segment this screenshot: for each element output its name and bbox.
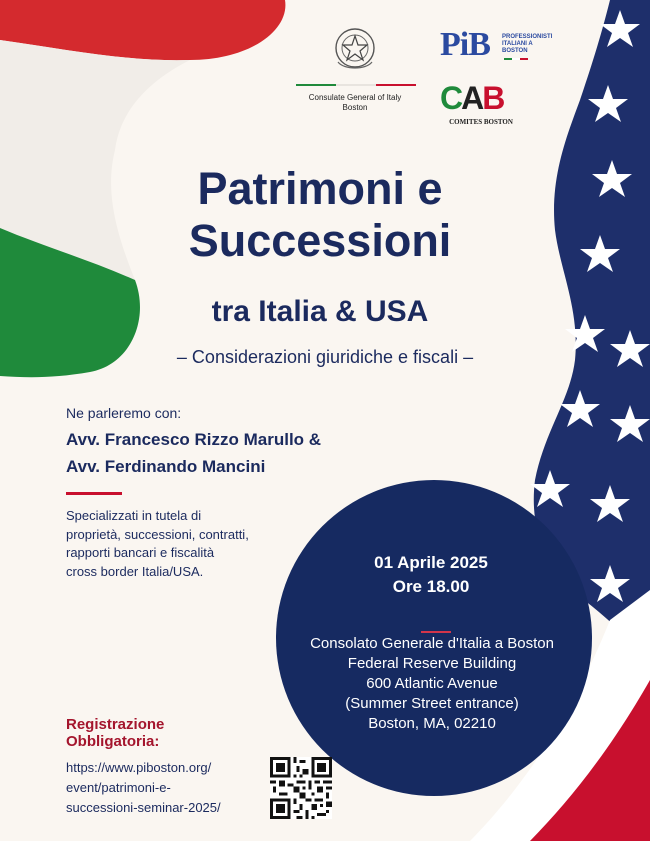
speakers-intro: Ne parleremo con: [66,405,182,421]
pib-logo: PiB [440,26,490,63]
event-time: Ore 18.00 [392,577,470,596]
page-title: Patrimoni e Successioni [188,163,452,266]
event-datetime [346,551,516,599]
flag-line-green [296,84,336,86]
event-date: 01 Aprile 2025 [374,553,488,572]
registration-link[interactable]: https://www.piboston.org/ event/patrimoni-e- successioni-seminar-2025/ [66,760,221,815]
registration-title: Registrazione Obbligatoria: [66,716,165,750]
consulate-label: Consulate General of Italy Boston [308,93,402,112]
speaker-2: Avv. Ferdinando Mancini [66,457,266,476]
tagline: – Considerazioni giuridiche e fiscali – [176,347,474,367]
event-venue: Consolato Generale d'Italia a Boston Federal Reserve Building 600 Atlantic Avenue (Summer Street entrance) Boston, MA, 02210 [310,635,554,732]
pib-flag-line [504,58,528,60]
flag-line-white [336,84,376,86]
italian-emblem-icon [332,24,378,74]
cab-logo: CAB [440,80,504,116]
circle-divider [421,631,451,633]
comites-label: COMITES BOSTON [449,118,513,126]
divider [66,492,122,495]
specialization-text: Specializzati in tutela di proprietà, successioni, contratti, rapporti bancari e fiscalità cross border Italia/USA. [66,508,249,579]
flag-line-red [376,84,416,86]
speakers-names [66,426,321,480]
page-subtitle: tra Italia & USA [211,295,429,328]
speaker-1: Avv. Francesco Rizzo Marullo & [66,430,322,449]
pib-subtitle: PROFESSIONISTI ITALIANI A BOSTON [502,34,553,54]
qr-code-icon[interactable] [270,757,332,819]
